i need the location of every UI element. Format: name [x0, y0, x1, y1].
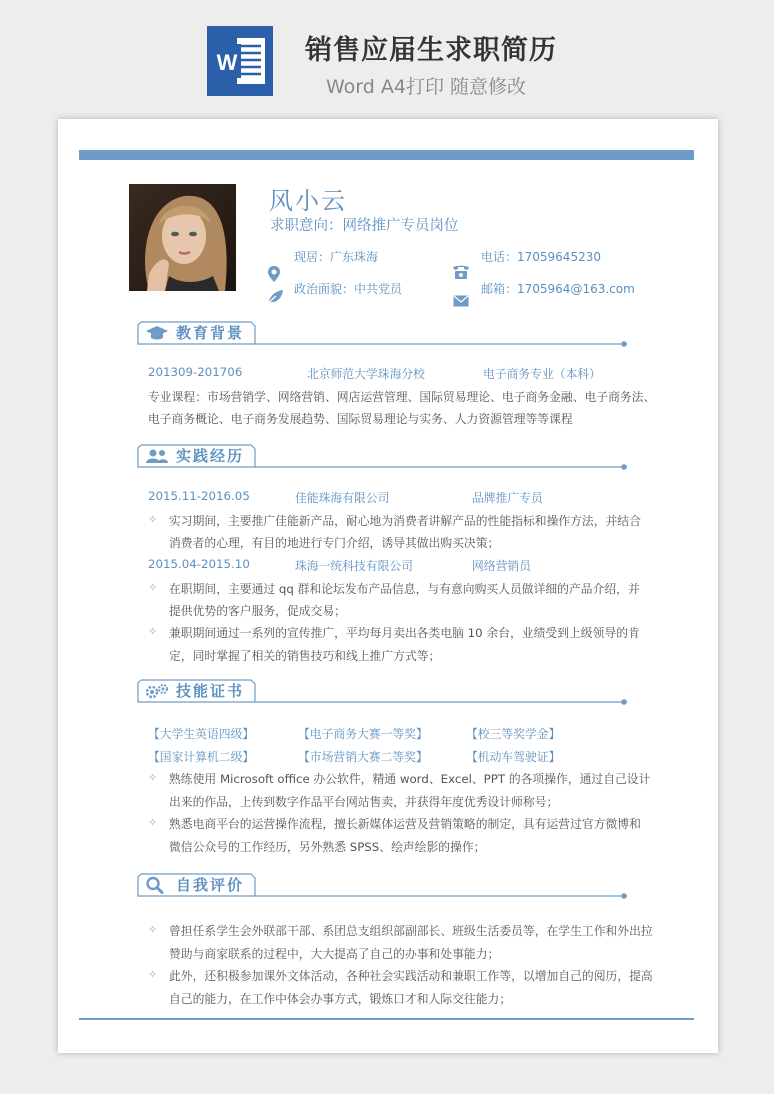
job1-role: 品牌推广专员 — [472, 491, 543, 505]
job2-description: 兼职期间通过一系列的宣传推广，平均每月卖出各类电脑 10 余台，业绩受到上级领导的肯 — [169, 626, 640, 640]
resume-page — [58, 119, 718, 1053]
section-education — [137, 321, 627, 343]
bullet-icon: ✧ — [148, 923, 158, 936]
edu-major: 电子商务专业（本科） — [483, 367, 601, 381]
bullet-icon: ✧ — [148, 581, 158, 594]
self-evaluation-text: 自己的能力，在工作中体会办事方式，锻炼口才和人际交往能力； — [169, 992, 512, 1006]
word-icon — [207, 26, 273, 96]
job2-description: 提供优势的客户服务，促成交易； — [169, 604, 346, 618]
bullet-icon: ✧ — [148, 816, 158, 829]
magnifier-icon — [145, 876, 165, 898]
section-title: 自我评价 — [176, 876, 245, 894]
skill-description: 微信公众号的工作经历，另外熟悉 SPSS、绘声绘影的操作； — [169, 840, 486, 854]
page-subtitle: Word A4打印 随意修改 — [326, 76, 527, 98]
job1-period: 2015.11-2016.05 — [148, 489, 250, 503]
svg-text:W: W — [216, 50, 238, 75]
bottom-line — [79, 1018, 694, 1020]
political-status: 政治面貌：中共党员 — [294, 282, 403, 296]
job2-description: 在职期间，主要通过 qq 群和论坛发布产品信息，与有意向购买人员做详细的产品介绍，并 — [169, 582, 640, 596]
certificate-item: 【大学生英语四级】 — [148, 727, 255, 741]
location-icon — [267, 265, 281, 287]
candidate-name: 风小云 — [269, 187, 347, 215]
certificate-item: 【国家计算机二级】 — [148, 750, 255, 764]
email-icon — [453, 292, 469, 311]
self-evaluation-text: 赞助与商家联系的过程中，大大提高了自己的办事和处事能力； — [169, 947, 500, 961]
leaf-icon — [266, 289, 284, 309]
job2-company: 珠海一统科技有限公司 — [295, 559, 413, 573]
section-title: 实践经历 — [176, 447, 245, 465]
job1-description: 消费者的心理，有目的地进行专门介绍，诱导其做出购买决策； — [169, 536, 500, 550]
phone-icon — [452, 264, 470, 284]
top-bar — [79, 150, 694, 160]
graduation-cap-icon — [145, 325, 169, 345]
edu-courses: 电子商务概论、电子商务发展趋势、国际贸易理论与实务、人力资源管理等等课程 — [148, 412, 573, 426]
edu-courses: 专业课程：市场营销学、网络营销、网店运营管理、国际贸易理论、电子商务金融、电子商务法、 — [148, 390, 656, 404]
gears-icon — [144, 683, 170, 703]
email-address: 邮箱：1705964@163.com — [481, 282, 635, 296]
job2-period: 2015.04-2015.10 — [148, 557, 250, 571]
phone-number: 电话：17059645230 — [481, 250, 601, 264]
people-icon — [145, 448, 169, 468]
bullet-icon: ✧ — [148, 513, 158, 526]
skill-description: 出来的作品，上传到数字作品平台网站售卖，并获得年度优秀设计师称号； — [169, 795, 559, 809]
certificate-item: 【校三等奖学金】 — [466, 727, 561, 741]
bullet-icon: ✧ — [148, 625, 158, 638]
self-evaluation-text: 曾担任系学生会外联部干部、系团总支组织部副部长、班级生活委员等，在学生工作和外出拉 — [169, 924, 653, 938]
avatar-photo — [129, 184, 236, 291]
job2-role: 网络营销员 — [472, 559, 531, 573]
job-intent: 求职意向：网络推广专员岗位 — [270, 218, 459, 234]
section-title: 技能证书 — [176, 682, 245, 700]
skill-description: 熟悉电商平台的运营操作流程，擅长新媒体运营及营销策略的制定，具有运营过官方微博和 — [169, 817, 641, 831]
page-title: 销售应届生求职简历 — [305, 35, 557, 66]
section-self-evaluation — [137, 873, 627, 895]
edu-period: 201309-201706 — [148, 365, 243, 379]
residence: 现居：广东珠海 — [294, 250, 379, 264]
section-practice — [137, 444, 627, 466]
job1-description: 实习期间，主要推广佳能新产品，耐心地为消费者讲解产品的性能指标和操作方法，并结合 — [169, 514, 641, 528]
section-title: 教育背景 — [176, 324, 245, 342]
job2-description: 定，同时掌握了相关的销售技巧和线上推广方式等； — [169, 649, 441, 663]
self-evaluation-text: 此外，还积极参加课外文体活动，各种社会实践活动和兼职工作等，以增加自己的阅历，提高 — [169, 969, 653, 983]
job1-company: 佳能珠海有限公司 — [295, 491, 390, 505]
section-skills — [137, 679, 627, 701]
certificate-item: 【机动车驾驶证】 — [466, 750, 561, 764]
edu-school: 北京师范大学珠海分校 — [307, 367, 425, 381]
skill-description: 熟练使用 Microsoft office 办公软件，精通 word、Excel、PPT 的各项操作，通过自己设计 — [169, 772, 651, 786]
certificate-item: 【电子商务大赛一等奖】 — [298, 727, 428, 741]
certificate-item: 【市场营销大赛二等奖】 — [298, 750, 428, 764]
bullet-icon: ✧ — [148, 968, 158, 981]
bullet-icon: ✧ — [148, 771, 158, 784]
